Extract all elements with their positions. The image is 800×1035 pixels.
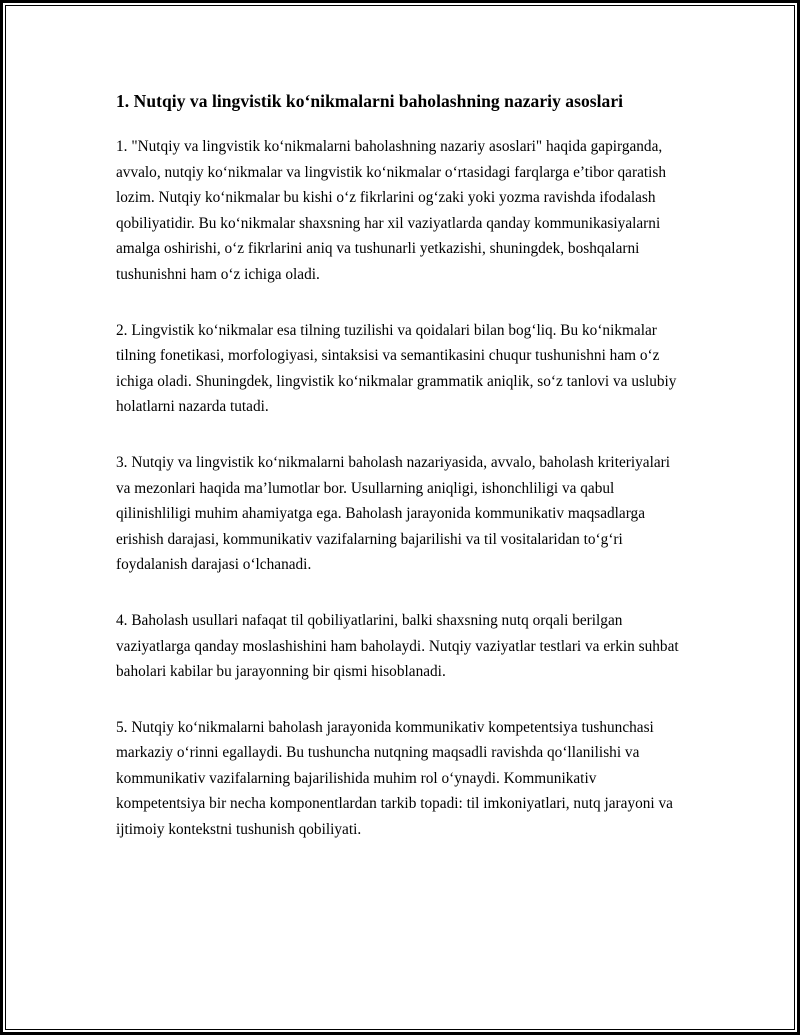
paragraph-4: 4. Baholash usullari nafaqat til qobiliyatlarini, balki shaxsning nutq orqali berilgan vaziyatlarga qanday moslashishini ham baholaydi. Nutqiy vaziyatlar testlari va erkin suhbat baholari kabilar bu jarayonning bir qismi hisoblanadi. <box>116 611 679 681</box>
paragraph-5: 5. Nutqiy ko‘nikmalarni baholash jarayonida kommunikativ kompetentsiya tushunchasi markaziy o‘rinni egallaydi. Bu tushuncha nutqning maqsadli ravishda qo‘llanilishi va kommunikativ vazifalarning bajarilishida muhim rol o‘ynaydi. Kommunikativ kompetentsiya bir necha komponentlardan tarkib topadi: til imkoniyatlari, nutq jarayoni va ijtimoiy kontekstni tushunish qobiliyati. <box>116 718 673 839</box>
paragraph-3: 3. Nutqiy va lingvistik ko‘nikmalarni baholash nazariyasida, avvalo, baholash kriteriyalari va mezonlari haqida ma’lumotlar bor. Usullarning aniqligi, ishonchliligi va qabul qilinishliligi muhim ahamiyatga ega. Baholash jarayonida kommunikativ maqsadlarga erishish darajasi, kommunikativ vazifalarning bajarilishi va til vositalaridan to‘g‘ri foydalanish darajasi o‘lchanadi. <box>116 453 670 574</box>
paragraph-1: 1. "Nutqiy va lingvistik ko‘nikmalarni baholashning nazariy asoslari" haqida gapirganda, avvalo, nutqiy ko‘nikmalar va lingvistik ko‘nikmalar o‘rtasidagi farqlarga e’tibor qaratish lozim. Nutqiy ko‘nikmalar bu kishi o‘z fikrlarini og‘zaki yoki yozma ravishda ifodalash qobiliyatidir. Bu ko‘nikmalar shaxsning har xil vaziyatlarda qanday kommunikasiyalarni amalga oshirishi, o‘z fikrlarini aniq va tushunarli yetkazishi, shuningdek, boshqalarni tushunishni ham o‘z ichiga oladi. <box>116 138 667 283</box>
page-inner-border <box>5 5 795 1030</box>
document-title: 1. Nutqiy va lingvistik ko‘nikmalarni baholashning nazariy asoslari <box>116 91 624 111</box>
document-page <box>6 6 794 1029</box>
paragraph-2: 2. Lingvistik ko‘nikmalar esa tilning tuzilishi va qoidalari bilan bog‘liq. Bu ko‘nikmalar tilning fonetikasi, morfologiyasi, sintaksisi va semantikasini chuqur tushunishni ham o‘z ichiga oladi. Shuningdek, lingvistik ko‘nikmalar grammatik aniqlik, so‘z tanlovi va uslubiy holatlarni nazarda tutadi. <box>116 321 677 416</box>
